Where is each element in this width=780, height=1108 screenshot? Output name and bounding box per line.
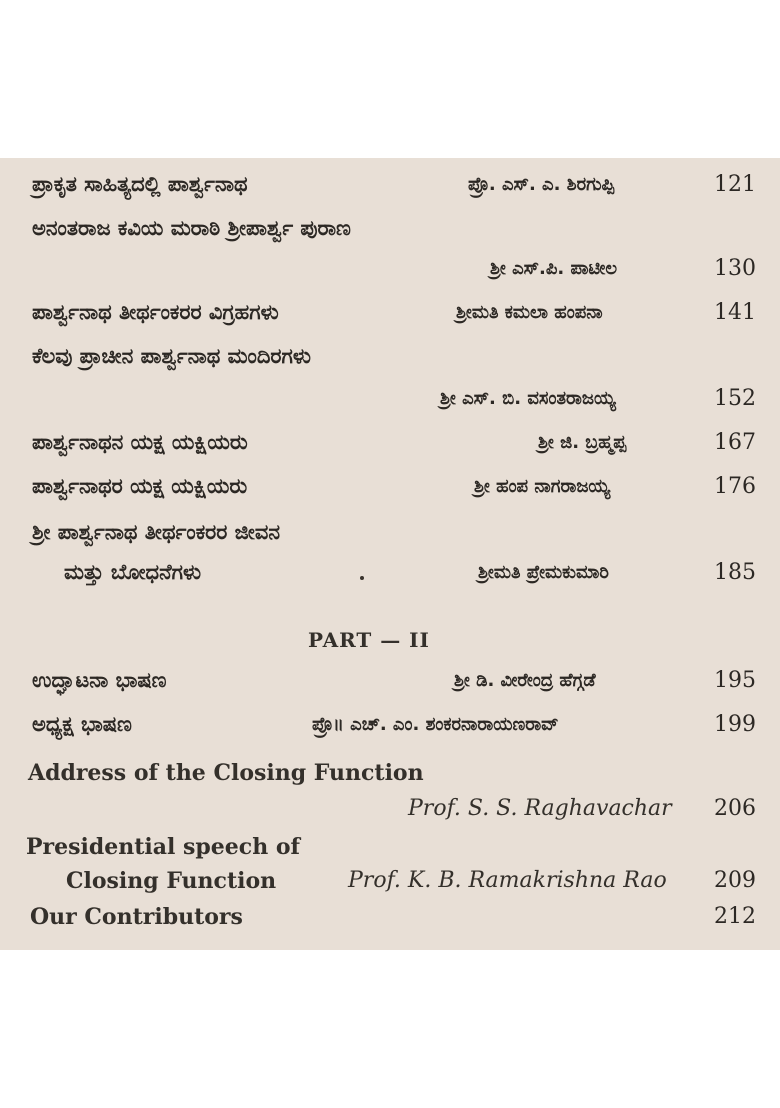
entry-title-line1: Presidential speech of bbox=[26, 834, 300, 860]
entry-page: 185 bbox=[714, 560, 756, 585]
entry-author: ಶ್ರೀಮತಿ ಕಮಲಾ ಹಂಪನಾ bbox=[456, 302, 603, 323]
toc-entry-continuation bbox=[0, 864, 780, 904]
entry-page: 141 bbox=[714, 300, 756, 325]
book-page bbox=[0, 158, 780, 950]
toc-entry bbox=[0, 294, 780, 334]
toc-entry-author-line bbox=[0, 250, 780, 290]
toc-entry bbox=[0, 210, 780, 250]
entry-title: ಪಾರ್ಶ್ವನಾಥ ತೀರ್ಥಂಕರರ ವಿಗ್ರಹಗಳು bbox=[32, 300, 279, 324]
toc-entry bbox=[0, 662, 780, 702]
entry-title-line2: Closing Function bbox=[66, 868, 277, 894]
entry-page: 209 bbox=[714, 868, 756, 893]
entry-page: 176 bbox=[714, 474, 756, 499]
stray-dot bbox=[360, 576, 364, 580]
toc-entry bbox=[0, 424, 780, 464]
entry-author: ಶ್ರೀಮತಿ ಪ್ರೇಮಕುಮಾರಿ bbox=[478, 562, 609, 583]
entry-author: ಪ್ರೊ॥ ಎಚ್. ಎಂ. ಶಂಕರನಾರಾಯಣರಾವ್ bbox=[312, 714, 559, 735]
part-heading-row bbox=[0, 620, 780, 660]
entry-page: 195 bbox=[714, 668, 756, 693]
entry-title: Address of the Closing Function bbox=[28, 760, 424, 786]
entry-title: ಅಧ್ಯಕ್ಷ ಭಾಷಣ bbox=[32, 712, 132, 736]
entry-title: Our Contributors bbox=[30, 904, 243, 930]
toc-entry bbox=[0, 706, 780, 746]
entry-title: ಪಾರ್ಶ್ವನಾಥನ ಯಕ್ಷ ಯಕ್ಷಿಯರು bbox=[32, 430, 248, 454]
part-heading: PART — II bbox=[308, 628, 430, 652]
entry-author: Prof. K. B. Ramakrishna Rao bbox=[348, 868, 667, 893]
entry-author: ಶ್ರೀ ಡಿ. ವೀರೇಂದ್ರ ಹೆಗ್ಗಡೆ bbox=[454, 670, 596, 691]
toc-entry-author-line bbox=[0, 380, 780, 420]
entry-title: ಉದ್ಘಾಟನಾ ಭಾಷಣ bbox=[32, 668, 167, 692]
toc-entry bbox=[0, 338, 780, 378]
toc-entry bbox=[0, 902, 780, 942]
entry-page: 152 bbox=[714, 386, 756, 411]
toc-entry-author-line bbox=[0, 790, 780, 830]
entry-author: ಶ್ರೀ ಎಸ್. ಬಿ. ವಸಂತರಾಜಯ್ಯ bbox=[440, 388, 616, 409]
toc-entry bbox=[0, 166, 780, 206]
entry-author: ಶ್ರೀ ಜಿ. ಬ್ರಹ್ಮಪ್ಪ bbox=[538, 432, 627, 453]
toc-entry bbox=[0, 468, 780, 508]
entry-title: ಕೆಲವು ಪ್ರಾಚೀನ ಪಾರ್ಶ್ವನಾಥ ಮಂದಿರಗಳು bbox=[32, 344, 311, 368]
entry-page: 121 bbox=[714, 172, 756, 197]
entry-author: ಶ್ರೀ ಹಂಪ ನಾಗರಾಜಯ್ಯ bbox=[474, 476, 611, 497]
entry-page: 167 bbox=[714, 430, 756, 455]
entry-author: ಪ್ರೊ. ಎಸ್. ಎ. ಶಿರಗುಪ್ಪಿ bbox=[468, 174, 615, 195]
entry-page: 206 bbox=[714, 796, 756, 821]
entry-title-line2: ಮತ್ತು ಬೋಧನೆಗಳು bbox=[64, 560, 202, 584]
entry-title-line1: ಶ್ರೀ ಪಾರ್ಶ್ವನಾಥ ತೀರ್ಥಂಕರರ ಜೀವನ bbox=[32, 520, 280, 544]
entry-author: Prof. S. S. Raghavachar bbox=[408, 796, 672, 821]
entry-page: 199 bbox=[714, 712, 756, 737]
entry-author: ಶ್ರೀ ಎಸ್.ಪಿ. ಪಾಟೀಲ bbox=[490, 258, 618, 279]
toc-entry bbox=[0, 514, 780, 554]
entry-title: ಪ್ರಾಕೃತ ಸಾಹಿತ್ಯದಲ್ಲಿ ಪಾರ್ಶ್ವನಾಥ bbox=[32, 172, 248, 196]
toc-entry bbox=[0, 754, 780, 794]
entry-title: ಅನಂತರಾಜ ಕವಿಯ ಮರಾಠಿ ಶ್ರೀಪಾರ್ಶ್ವ ಪುರಾಣ bbox=[32, 216, 351, 240]
entry-title: ಪಾರ್ಶ್ವನಾಥರ ಯಕ್ಷ ಯಕ್ಷಿಯರು bbox=[32, 474, 248, 498]
entry-page: 130 bbox=[714, 256, 756, 281]
entry-page: 212 bbox=[714, 904, 756, 929]
toc-entry-continuation bbox=[0, 554, 780, 594]
